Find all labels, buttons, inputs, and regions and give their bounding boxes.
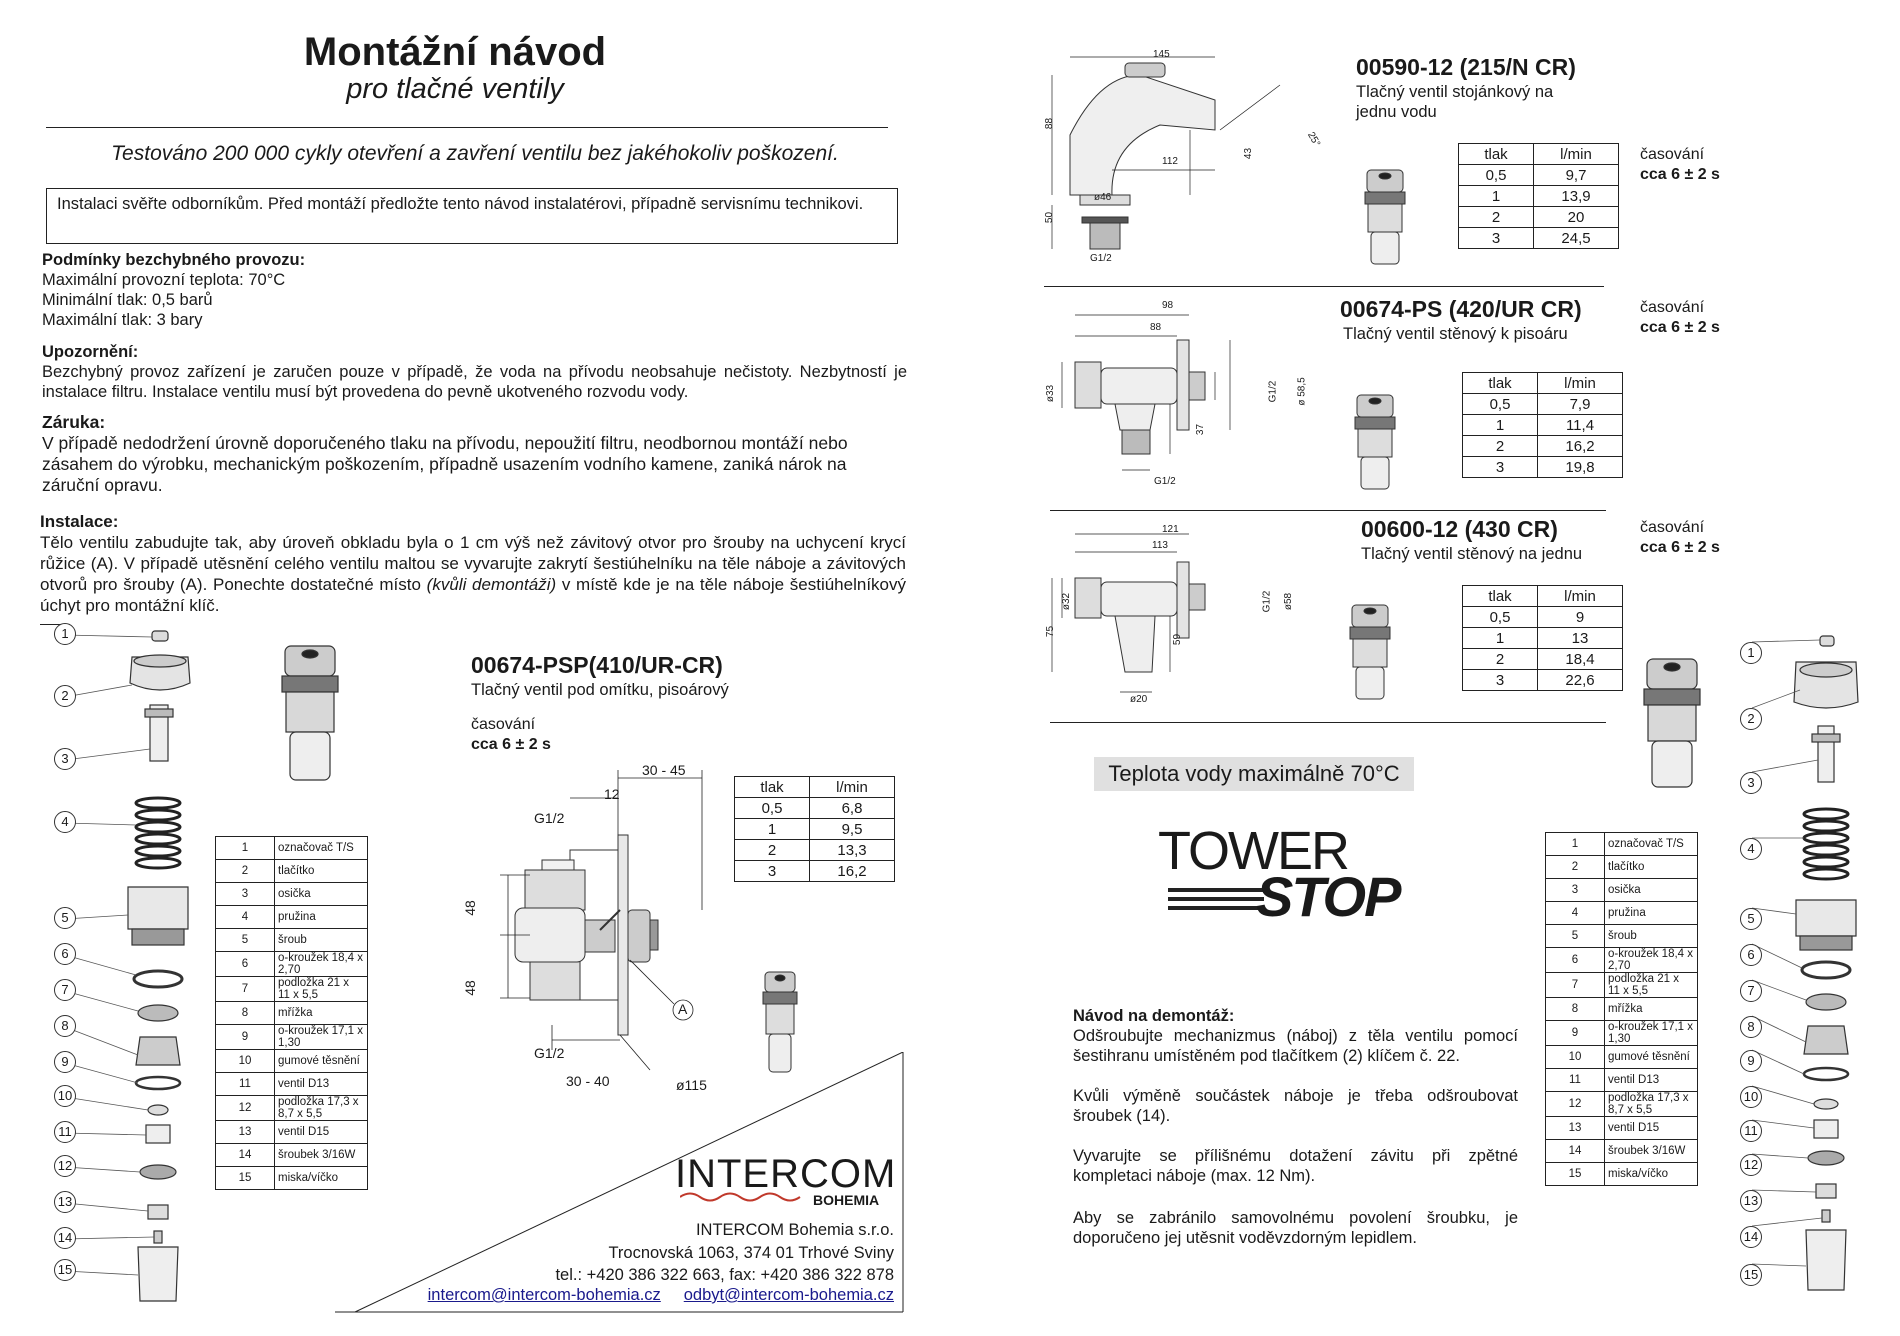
logo-stripe-1 xyxy=(1168,888,1264,892)
table-row xyxy=(1546,1163,1698,1186)
warning-heading: Upozornění: xyxy=(42,343,139,361)
flow-cell: 9,5 xyxy=(810,819,895,840)
part-name: tlačítko xyxy=(1605,856,1698,879)
dim-600-h: ø20 xyxy=(1130,694,1148,705)
dim-590-c: 112 xyxy=(1162,156,1178,167)
intercom-logo: INTERCOM xyxy=(675,1152,897,1196)
flow-cell: 1 xyxy=(1463,628,1538,649)
warranty-text: V případě nedodržení úrovně doporučeného tlaku na přívodu, nepoužití filtru, neodbornou montáží nebo zásahem do výrobku, mechanickým poškozením, případně usazením vodního kamene, zaniká nárok na záruční opravu. xyxy=(42,433,848,495)
dim-ps-d: G1/2 xyxy=(1267,380,1279,403)
part-name: ventil D15 xyxy=(275,1121,368,1144)
part-number: 6 xyxy=(1546,948,1605,973)
dim-590-e: 25° xyxy=(1305,130,1323,149)
flow-cell: 18,4 xyxy=(1538,649,1623,670)
flow-cell: 22,6 xyxy=(1538,670,1623,691)
part-name: gumové těsnění xyxy=(1605,1046,1698,1069)
divider-590 xyxy=(1044,286,1604,287)
table-row xyxy=(1459,165,1619,186)
table-row xyxy=(1546,879,1698,902)
part-name: mřížka xyxy=(1605,998,1698,1021)
table-row xyxy=(1546,1140,1698,1163)
flow-cell: 6,8 xyxy=(810,798,895,819)
table-row xyxy=(1546,925,1698,948)
cartridge-image-ps xyxy=(1345,393,1405,493)
divider-ps xyxy=(1050,510,1606,511)
table-row xyxy=(1463,607,1623,628)
part-name: osička xyxy=(275,883,368,906)
table-row xyxy=(216,1002,368,1025)
product-code-ps: 00674-PS (420/UR CR) xyxy=(1340,296,1582,322)
part-name: podložka 17,3 x 8,7 x 5,5 xyxy=(275,1096,368,1121)
flow-cell: 3 xyxy=(1463,457,1538,478)
company-name: INTERCOM Bohemia s.r.o. xyxy=(695,1221,894,1239)
flow-head-cell: tlak xyxy=(1459,144,1534,165)
flow-head-cell: l/min xyxy=(810,777,895,798)
warranty-heading: Záruka: xyxy=(42,412,106,432)
flow-cell: 2 xyxy=(735,840,810,861)
flow-cell: 0,5 xyxy=(735,798,810,819)
part-number: 3 xyxy=(216,883,275,906)
dim-ps-b: 88 xyxy=(1150,322,1162,333)
table-row xyxy=(1459,186,1619,207)
towerstop-logo-tower: TOWER xyxy=(1158,821,1348,881)
flow-cell: 13,3 xyxy=(810,840,895,861)
flow-cell: 0,5 xyxy=(1463,394,1538,415)
table-row xyxy=(1546,1069,1698,1092)
tested-note: Testováno 200 000 cykly otevření a zavření ventilu bez jakéhokoliv poškození. xyxy=(111,142,839,165)
table-row xyxy=(735,840,895,861)
dim-ps-e: ø 58,5 xyxy=(1296,377,1308,406)
logo-stripe-3 xyxy=(1168,906,1264,910)
dim-600-f: 75 xyxy=(1045,625,1057,638)
part-number: 8 xyxy=(216,1002,275,1025)
drawing-600 xyxy=(1040,522,1310,712)
timing-value-590: cca 6 ± 2 s xyxy=(1640,166,1720,183)
part-number: 9 xyxy=(216,1025,275,1050)
table-row xyxy=(1463,670,1623,691)
product-code-psp: 00674-PSP(410/UR-CR) xyxy=(471,652,723,678)
notice-box: Instalaci svěřte odborníkům. Před montáží předložte tento návod instalatérovi, případně servisnímu technikovi. xyxy=(46,188,898,244)
dim-psp-1: 30 - 45 xyxy=(642,762,686,778)
dim-600-b: 113 xyxy=(1152,540,1168,551)
table-row xyxy=(1546,973,1698,998)
dim-psp-8: ø115 xyxy=(676,1077,707,1093)
part-number: 9 xyxy=(1546,1021,1605,1046)
table-row xyxy=(735,819,895,840)
part-number: 13 xyxy=(1546,1117,1605,1140)
flow-head-cell: tlak xyxy=(1463,586,1538,607)
flow-table-head xyxy=(1463,586,1623,607)
flow-cell: 0,5 xyxy=(1459,165,1534,186)
table-row xyxy=(1463,457,1623,478)
part-name: tlačítko xyxy=(275,860,368,883)
dim-600-c: ø32 xyxy=(1061,592,1073,611)
table-row xyxy=(1546,1021,1698,1046)
flow-cell: 16,2 xyxy=(1538,436,1623,457)
install-text-end: v místě kde je na těle náboje šestiúhelníkový úchyt pro montážní klíč. xyxy=(40,575,906,615)
flow-cell: 16,2 xyxy=(810,861,895,882)
part-number: 12 xyxy=(1546,1092,1605,1117)
flow-cell: 9,7 xyxy=(1534,165,1619,186)
demont-heading: Návod na demontáž: xyxy=(1073,1007,1235,1025)
product-code-590: 00590-12 (215/N CR) xyxy=(1356,54,1576,80)
product-desc-psp: Tlačný ventil pod omítku, pisoárový xyxy=(471,681,729,699)
dim-psp-5: 48 xyxy=(461,980,478,996)
part-name: pružina xyxy=(275,906,368,929)
flow-head-cell: tlak xyxy=(1463,373,1538,394)
part-number: 10 xyxy=(216,1050,275,1073)
flow-cell: 9 xyxy=(1538,607,1623,628)
flow-table-ps xyxy=(1462,372,1623,478)
warning-section xyxy=(42,342,907,402)
timing-600 xyxy=(1640,518,1720,558)
dim-ps-f: 37 xyxy=(1195,423,1207,436)
timing-psp xyxy=(471,715,551,755)
table-row xyxy=(1546,856,1698,879)
part-number: 14 xyxy=(1546,1140,1605,1163)
cartridge-image-psp xyxy=(270,642,350,792)
part-name: ventil D13 xyxy=(1605,1069,1698,1092)
flow-head-cell: l/min xyxy=(1538,373,1623,394)
part-number: 2 xyxy=(216,860,275,883)
flow-table-600 xyxy=(1462,585,1623,691)
part-number: 2 xyxy=(1546,856,1605,879)
logo-stripe-2 xyxy=(1168,897,1264,901)
dim-ps-g: G1/2 xyxy=(1154,476,1176,487)
dim-psp-7: 30 - 40 xyxy=(566,1073,610,1089)
cartridge-image-600 xyxy=(1340,603,1400,703)
table-row xyxy=(216,837,368,860)
dim-600-g: 59 xyxy=(1172,633,1184,646)
conditions-section xyxy=(42,250,922,330)
dim-psp-2: 12 xyxy=(604,786,620,802)
table-row xyxy=(1546,902,1698,925)
dim-psp-9: A xyxy=(678,1001,688,1017)
part-name: gumové těsnění xyxy=(275,1050,368,1073)
dim-psp-4: 48 xyxy=(461,900,478,916)
condition-temp: Maximální provozní teplota: 70°C xyxy=(42,271,286,289)
dim-600-e: ø58 xyxy=(1283,592,1295,611)
part-name: osička xyxy=(1605,879,1698,902)
install-section xyxy=(40,511,906,616)
timing-ps xyxy=(1640,298,1720,338)
table-row xyxy=(735,861,895,882)
part-number: 5 xyxy=(1546,925,1605,948)
dim-600-a: 121 xyxy=(1162,524,1179,535)
table-row xyxy=(1546,1117,1698,1140)
part-number: 1 xyxy=(1546,833,1605,856)
condition-min-pressure: Minimální tlak: 0,5 barů xyxy=(42,291,213,309)
parts-table-right xyxy=(1545,832,1698,1186)
flow-cell: 2 xyxy=(1463,436,1538,457)
part-name: o-kroužek 18,4 x 2,70 xyxy=(275,952,368,977)
dim-590-f: ø46 xyxy=(1094,192,1112,203)
flow-cell: 13,9 xyxy=(1534,186,1619,207)
part-number: 7 xyxy=(1546,973,1605,998)
table-row xyxy=(1463,394,1623,415)
install-italic: (kvůli demontáži) xyxy=(426,575,557,594)
part-name: označovač T/S xyxy=(1605,833,1698,856)
product-code-600: 00600-12 (430 CR) xyxy=(1361,516,1558,542)
flow-table-head xyxy=(1463,373,1623,394)
flow-cell: 2 xyxy=(1459,207,1534,228)
part-number: 8 xyxy=(1546,998,1605,1021)
company-emails xyxy=(428,1285,894,1306)
flow-head-cell: l/min xyxy=(1534,144,1619,165)
part-number: 12 xyxy=(216,1096,275,1121)
flow-table-head xyxy=(1459,144,1619,165)
part-number: 7 xyxy=(216,977,275,1002)
part-number: 1 xyxy=(216,837,275,860)
page-title: Montážní návod xyxy=(303,30,607,74)
flow-cell: 13 xyxy=(1538,628,1623,649)
conditions-heading: Podmínky bezchybného provozu: xyxy=(42,251,306,269)
flow-cell: 1 xyxy=(1459,186,1534,207)
product-desc-ps: Tlačný ventil stěnový k pisoáru xyxy=(1343,325,1568,343)
flow-head-cell: l/min xyxy=(1538,586,1623,607)
flow-cell: 3 xyxy=(1459,228,1534,249)
part-name: šroub xyxy=(275,929,368,952)
part-number: 6 xyxy=(216,952,275,977)
table-row xyxy=(216,977,368,1002)
towerstop-logo-stop: STOP xyxy=(1256,865,1400,928)
intercom-logo-sub: BOHEMIA xyxy=(813,1192,880,1208)
table-row xyxy=(1546,948,1698,973)
temperature-banner: Teplota vody maximálně 70°C xyxy=(1094,757,1414,791)
table-row xyxy=(216,929,368,952)
table-row xyxy=(216,860,368,883)
part-name: mřížka xyxy=(275,1002,368,1025)
part-number: 11 xyxy=(1546,1069,1605,1092)
part-name: podložka 21 x 11 x 5,5 xyxy=(1605,973,1698,998)
dim-590-h: G1/2 xyxy=(1090,253,1112,264)
part-number: 13 xyxy=(216,1121,275,1144)
dim-psp-6: G1/2 xyxy=(534,1045,565,1061)
part-number: 14 xyxy=(216,1144,275,1167)
dim-psp-3: G1/2 xyxy=(534,810,565,826)
part-name: o-kroužek 17,1 x 1,30 xyxy=(1605,1021,1698,1046)
timing-value-psp: cca 6 ± 2 s xyxy=(471,736,551,753)
timing-label-psp: časování xyxy=(471,716,536,733)
part-name: šroubek 3/16W xyxy=(1605,1140,1698,1163)
flow-cell: 3 xyxy=(735,861,810,882)
drawing-590 xyxy=(1040,45,1340,275)
flow-cell: 7,9 xyxy=(1538,394,1623,415)
product-desc-590: Tlačný ventil stojánkový na jednu vodu xyxy=(1356,83,1554,121)
part-name: označovač T/S xyxy=(275,837,368,860)
cartridge-image-right xyxy=(1632,655,1712,795)
divider-600 xyxy=(1050,722,1606,723)
part-number: 3 xyxy=(1546,879,1605,902)
flow-table-590 xyxy=(1458,143,1619,249)
intercom-wave-icon xyxy=(680,1190,810,1204)
warning-text: Bezchybný provoz zařízení je zaručen pouze v případě, že voda na přívodu neobsahuje nečistoty. Nezbytností je instalace filtru. Instalace ventilu musí být provedena do pevně ukotveného rozvodu vody. xyxy=(42,363,907,401)
demont-p2: Kvůli výměně součástek náboje je třeba odšroubovat šroubek (14). xyxy=(1073,1087,1518,1125)
install-heading: Instalace: xyxy=(40,512,119,531)
demont-section xyxy=(1073,1006,1518,1066)
title-divider xyxy=(46,127,888,128)
part-name: podložka 21 x 11 x 5,5 xyxy=(275,977,368,1002)
flow-head-cell: tlak xyxy=(735,777,810,798)
part-number: 10 xyxy=(1546,1046,1605,1069)
part-name: šroub xyxy=(1605,925,1698,948)
flow-cell: 3 xyxy=(1463,670,1538,691)
flow-cell: 1 xyxy=(735,819,810,840)
part-name: ventil D13 xyxy=(275,1073,368,1096)
dim-590-b: 88 xyxy=(1044,117,1056,130)
table-row xyxy=(735,798,895,819)
timing-label-ps: časování xyxy=(1640,299,1705,316)
part-name: miska/víčko xyxy=(275,1167,368,1190)
page-subtitle: pro tlačné ventily xyxy=(346,73,564,105)
table-row xyxy=(216,883,368,906)
demont-p1: Odšroubujte mechanizmus (náboj) z těla ventilu pomocí šestihranu umístěném pod tlačítkem (2) klíčem č. 22. xyxy=(1073,1027,1518,1065)
part-number: 15 xyxy=(216,1167,275,1190)
table-row xyxy=(1459,228,1619,249)
product-desc-600: Tlačný ventil stěnový na jednu xyxy=(1361,545,1583,563)
table-row xyxy=(1463,415,1623,436)
flow-cell: 19,8 xyxy=(1538,457,1623,478)
table-row xyxy=(1459,207,1619,228)
dim-590-d: 43 xyxy=(1243,147,1255,160)
flow-cell: 20 xyxy=(1534,207,1619,228)
table-row xyxy=(1463,436,1623,457)
condition-max-pressure: Maximální tlak: 3 bary xyxy=(42,311,203,329)
table-row xyxy=(1463,649,1623,670)
part-name: šroubek 3/16W xyxy=(275,1144,368,1167)
part-name: o-kroužek 18,4 x 2,70 xyxy=(1605,948,1698,973)
company-address: Trocnovská 1063, 374 01 Trhové Sviny xyxy=(608,1244,894,1262)
flow-table-head xyxy=(735,777,895,798)
table-row xyxy=(1463,628,1623,649)
part-number: 15 xyxy=(1546,1163,1605,1186)
flow-cell: 11,4 xyxy=(1538,415,1623,436)
table-row xyxy=(1546,1046,1698,1069)
part-name: o-kroužek 17,1 x 1,30 xyxy=(275,1025,368,1050)
flow-cell: 0,5 xyxy=(1463,607,1538,628)
timing-label-590: časování xyxy=(1640,146,1705,163)
part-name: pružina xyxy=(1605,902,1698,925)
table-row xyxy=(1546,1092,1698,1117)
dim-590-a: 145 xyxy=(1153,49,1170,60)
company-phone: tel.: +420 386 322 663, fax: +420 386 322 878 xyxy=(555,1266,894,1284)
table-row xyxy=(1546,998,1698,1021)
flow-cell: 2 xyxy=(1463,649,1538,670)
part-number: 4 xyxy=(1546,902,1605,925)
flow-cell: 24,5 xyxy=(1534,228,1619,249)
warranty-section xyxy=(42,412,907,496)
part-name: podložka 17,3 x 8,7 x 5,5 xyxy=(1605,1092,1698,1117)
table-row xyxy=(216,1025,368,1050)
table-row xyxy=(1546,833,1698,856)
timing-value-ps: cca 6 ± 2 s xyxy=(1640,319,1720,336)
dim-ps-a: 98 xyxy=(1162,300,1174,311)
demont-p4: Aby se zabránilo samovolnému povolení šroubku, je doporučeno jej utěsnit voděvzdorným lepidlem. xyxy=(1073,1209,1518,1247)
part-number: 4 xyxy=(216,906,275,929)
cartridge-image-590 xyxy=(1355,168,1415,268)
flow-cell: 1 xyxy=(1463,415,1538,436)
demont-p3: Vyvarujte se přílišnému dotažení závitu při zpětné kompletaci náboje (max. 12 Nm). xyxy=(1073,1147,1518,1185)
timing-590 xyxy=(1640,145,1720,185)
install-text: Tělo ventilu zabudujte tak, aby úroveň obkladu byla o 1 cm výš než závitový otvor pro šrouby na uchycení krycí růžice (A). V případě utěsnění celého ventilu maltou se vyvarujte zakrytí šestiúhelníku na těle náboje a závitových otvorů pro šrouby (A). Ponechte dostatečné místo xyxy=(40,533,906,594)
email-odbyt-link[interactable]: odbyt@intercom-bohemia.cz xyxy=(683,1286,894,1304)
dim-ps-c: ø33 xyxy=(1045,384,1057,403)
table-row xyxy=(216,906,368,929)
timing-value-600: cca 6 ± 2 s xyxy=(1640,539,1720,556)
part-name: miska/víčko xyxy=(1605,1163,1698,1186)
dim-600-d: G1/2 xyxy=(1261,590,1273,613)
timing-label-600: časování xyxy=(1640,519,1705,536)
part-name: ventil D15 xyxy=(1605,1117,1698,1140)
part-number: 11 xyxy=(216,1073,275,1096)
table-row xyxy=(216,952,368,977)
email-intercom-link[interactable]: intercom@intercom-bohemia.cz xyxy=(427,1286,661,1304)
flow-table-psp xyxy=(734,776,895,882)
dim-590-g: 50 xyxy=(1044,211,1056,224)
part-number: 5 xyxy=(216,929,275,952)
